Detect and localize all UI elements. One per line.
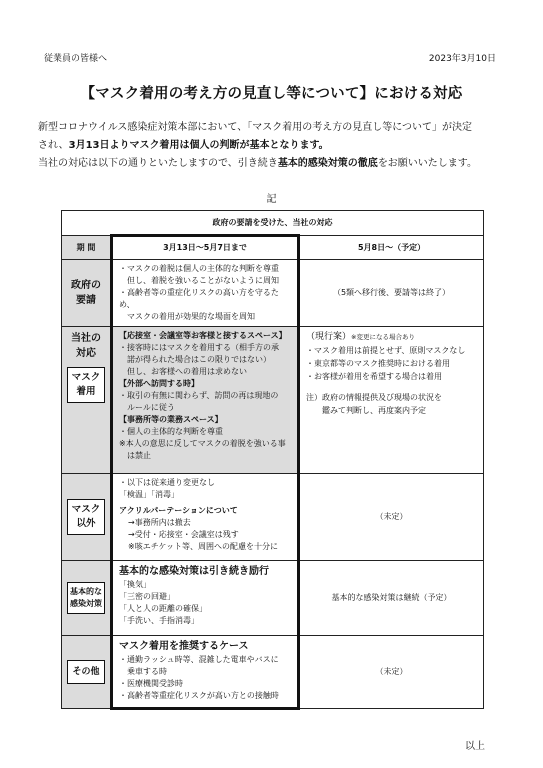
other-label: その他 bbox=[67, 660, 104, 684]
other-after-text: （未定） bbox=[299, 636, 484, 709]
row-label-company bbox=[62, 327, 110, 361]
list-item: 但し、お客様への着用は求めない bbox=[119, 367, 247, 376]
other-headline: マスク着用を推奨するケース bbox=[119, 641, 249, 652]
basic-headline: 基本的な感染対策は引き続き励行 bbox=[119, 566, 269, 577]
mask-label-1: マスク bbox=[71, 372, 101, 383]
table-row-government bbox=[62, 260, 484, 327]
mask-policy-after bbox=[300, 327, 483, 420]
table-caption: 政府の要請を受けた、当社の対応 bbox=[62, 211, 484, 236]
list-item: ・マスクの着脱は個人の主体的な判断を尊重 bbox=[119, 264, 279, 273]
non-mask-after-text: （未定） bbox=[299, 474, 484, 561]
basic-after-text: 基本的な感染対策は継続（予定） bbox=[299, 561, 484, 636]
list-item: ・お客様が着用を希望する場合は着用 bbox=[306, 372, 442, 381]
note-line: 鑑みて判断し、再度案内予定 bbox=[306, 406, 426, 415]
non-mask-current bbox=[113, 474, 297, 556]
list-item: ・高齢者等重症化リスクが高い方との接触時 bbox=[119, 691, 279, 700]
intro-line-3-c: をお願いいたします。 bbox=[377, 158, 478, 169]
list-item: ルールに従う bbox=[119, 403, 175, 412]
list-item: ・個人の主体的な判断を尊重 bbox=[119, 427, 223, 436]
basic-label-2: 感染対策 bbox=[70, 599, 102, 608]
intro-line-3 bbox=[38, 155, 508, 173]
list-item: 「三密の回避」 bbox=[119, 592, 175, 601]
document-title: 【マスク着用の考え方の見直し等について】における対応 bbox=[80, 86, 463, 102]
proposal-heading: （現行案） bbox=[306, 332, 352, 342]
mask-policy-current bbox=[113, 327, 297, 465]
section-title: 【応接室・会議室等お客様と接するスペース】 bbox=[119, 331, 287, 340]
table-row-other bbox=[62, 636, 484, 709]
table-row-mask bbox=[62, 327, 484, 474]
basic-label-1: 基本的な bbox=[70, 587, 102, 596]
table-row-basic bbox=[62, 561, 484, 636]
list-item: ・通勤ラッシュ時等、混雑した電車やバスに bbox=[119, 655, 279, 664]
section-title: 【外部へ訪問する時】 bbox=[119, 379, 199, 388]
column-header-period: 期 間 bbox=[62, 236, 112, 260]
list-item: 乗車する時 bbox=[119, 667, 167, 676]
intro-line-1: 新型コロナウイルス感染症対策本部において、「マスク着用の考え方の見直し等について」が決定 bbox=[38, 122, 472, 133]
closing-mark: 以上 bbox=[465, 741, 485, 752]
section-title: アクリルパーテーションについて bbox=[119, 506, 238, 515]
section-title: 【事務所等の業務スペース】 bbox=[119, 415, 223, 424]
list-item: 但し、着脱を強いることがないように周知 bbox=[119, 276, 279, 285]
non-mask-label-1: マスク bbox=[71, 504, 101, 515]
list-item: ・接客時にはマスクを着用する（相手方の承 bbox=[119, 343, 279, 352]
non-mask-label-2: 以外 bbox=[76, 518, 96, 529]
government-after-text: （5類へ移行後、要請等は終了） bbox=[299, 260, 484, 327]
list-item: 諾が得られた場合はこの限りではない） bbox=[119, 355, 271, 364]
list-item: 「検温」「消毒」 bbox=[119, 490, 179, 499]
ki-mark: 記 bbox=[266, 194, 277, 205]
proposal-note: ※変更になる場合あり bbox=[351, 333, 415, 341]
intro-paragraph bbox=[38, 119, 508, 173]
list-item: ・取引の有無に関わらず、訪問の再は現地の bbox=[119, 391, 279, 400]
note-line: 注）政府の情報提供及び現場の状況を bbox=[306, 393, 442, 402]
list-item: →事務所内は撤去 bbox=[128, 518, 191, 527]
recipient-line: 従業員の皆様へ bbox=[44, 54, 108, 64]
row-label-company-1: 当社の bbox=[71, 333, 101, 344]
list-item: マスクの着用が効果的な場面を周知 bbox=[119, 312, 255, 321]
list-item: は禁止 bbox=[119, 451, 151, 460]
list-item: ・マスク着用は前提とせず、原則マスクなし bbox=[306, 346, 466, 355]
mask-label-2: 着用 bbox=[76, 386, 96, 397]
column-header-after: 5月8日～（予定） bbox=[299, 236, 484, 260]
intro-line-2 bbox=[38, 137, 508, 155]
list-item: ・高齢者等の重症化リスクの高い方を守るため、 bbox=[119, 288, 279, 309]
non-mask-label bbox=[67, 499, 106, 535]
mask-wearing-label bbox=[67, 367, 106, 403]
list-item: ・医療機関受診時 bbox=[119, 679, 183, 688]
document-date: 2023年3月10日 bbox=[428, 54, 496, 64]
intro-line-2-a: され、 bbox=[38, 140, 69, 151]
list-item: ・以下は従来通り変更なし bbox=[119, 478, 215, 487]
list-item: 「換気」 bbox=[119, 580, 151, 589]
row-label-government-2: 要請 bbox=[76, 295, 96, 306]
list-item: 「手洗い、手指消毒」 bbox=[119, 616, 199, 625]
list-item: →受付・応接室・会議室は残す bbox=[128, 530, 239, 539]
list-item: ※咳エチケット等、周囲への配慮を十分に bbox=[128, 542, 278, 551]
government-request-list bbox=[113, 260, 297, 326]
intro-line-2-bold: 3月13日よりマスク着用は個人の判断が基本となります。 bbox=[68, 140, 329, 151]
intro-line-3-bold: 基本的感染対策の徹底 bbox=[277, 158, 378, 169]
row-label-government bbox=[62, 278, 110, 308]
response-table bbox=[61, 210, 484, 710]
row-label-government-1: 政府の bbox=[71, 280, 101, 291]
other-current bbox=[113, 636, 297, 705]
intro-line-3-a: 当社の対応は以下の通りといたしますので、引き続き bbox=[38, 158, 278, 169]
column-header-current: 3月13日～5月7日まで bbox=[112, 236, 299, 260]
basic-measures-label bbox=[67, 582, 105, 614]
list-item: 「人と人の距離の確保」 bbox=[119, 604, 207, 613]
list-item: ※本人の意思に反してマスクの着脱を強いる事 bbox=[119, 439, 286, 448]
row-label-company-2: 対応 bbox=[76, 348, 96, 359]
list-item: ・東京都等のマスク推奨時における着用 bbox=[306, 359, 450, 368]
table-row-non-mask bbox=[62, 474, 484, 561]
basic-measures-current bbox=[113, 561, 297, 630]
